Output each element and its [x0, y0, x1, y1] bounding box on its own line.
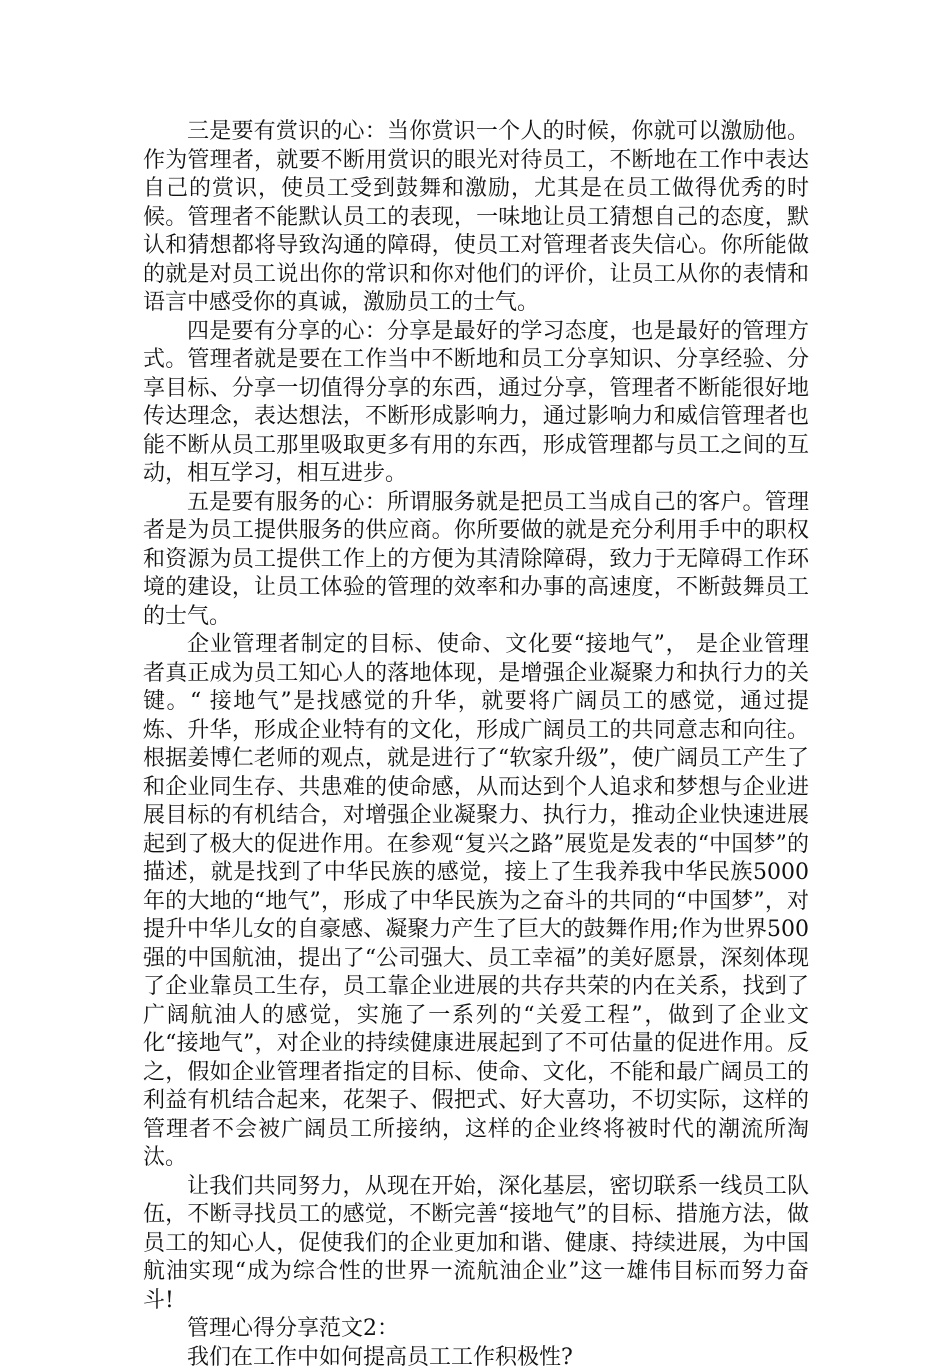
paragraph-appreciation: 三是要有赏识的心：当你赏识一个人的时候，你就可以激励他。作为管理者，就要不断用赏识的眼光对待员工，不断地在工作中表达自己的赏识，使员工受到鼓舞和激励，尤其是在员工做得优秀的时候。管理者不能默认员工的表现，一味地让员工猜想自己的态度，默认和猜想都将导致沟通的障碍，使员工对管理者丧失信心。你所能做的就是对员工说出你的常识和你对他们的评价，让员工从你的表情和语言中感受你的真诚，激励员工的士气。 [143, 118, 809, 318]
paragraph-sharing: 四是要有分享的心：分享是最好的学习态度，也是最好的管理方式。管理者就是要在工作当中不断地和员工分享知识、分享经验、分享目标、分享一切值得分享的东西，通过分享，管理者不断能很好地传达理念，表达想法，不断形成影响力，通过影响力和威信管理者也能不断从员工那里吸取更多有用的东西，形成管理都与员工之间的互动，相互学习，相互进步。 [143, 318, 809, 489]
paragraph-grounded: 企业管理者制定的目标、使命、文化要“接地气”， 是企业管理者真正成为员工知心人的落地体现，是增强企业凝聚力和执行力的关键。“ 接地气”是找感觉的升华，就要将广阔员工的感觉，通过提炼、升华，形成企业特有的文化，形成广阔员工的共同意志和向往。根据姜博仁老师的观点，就是进行了“软家升级”，使广阔员工产生了和企业同生存、共患难的使命感，从而达到个人追求和梦想与企业进展目标的有机结合，对增强企业凝聚力、执行力，推动企业快速进展起到了极大的促进作用。在参观“复兴之路”展览是发表的“中国梦”的描述，就是找到了中华民族的感觉，接上了生我养我中华民族5000年的大地的“地气”，形成了中华民族为之奋斗的共同的“中国梦”，对提升中华儿女的自豪感、凝聚力产生了巨大的鼓舞作用;作为世界500强的中国航油，提出了“公司强大、员工幸福”的美好愿景，深刻体现了企业靠员工生存，员工靠企业进展的共存共荣的内在关系，找到了广阔航油人的感觉，实施了一系列的“关爱工程”，做到了企业文化“接地气”，对企业的持续健康进展起到了不可估量的促进作用。反之，假如企业管理者指定的目标、使命、文化，不能和最广阔员工的利益有机结合起来，花架子、假把式、好大喜功，不切实际，这样的管理者不会被广阔员工所接纳，这样的企业终将被时代的潮流所淘汰。 [143, 631, 809, 1173]
paragraph-service: 五是要有服务的心：所谓服务就是把员工当成自己的客户。管理者是为员工提供服务的供应商。你所要做的就是充分利用手中的职权和资源为员工提供工作上的方便为其清除障碍，致力于无障碍工作环境的建设，让员工体验的管理的效率和办事的高速度，不断鼓舞员工的士气。 [143, 489, 809, 632]
paragraph-closing: 让我们共同努力，从现在开始，深化基层，密切联系一线员工队伍，不断寻找员工的感觉，不断完善“接地气”的目标、措施方法，做员工的知心人，促使我们的企业更加和谐、健康、持续进展，为中国航油实现“成为综合性的世界一流航油企业”这一雄伟目标而努力奋斗! [143, 1173, 809, 1316]
section-heading: 管理心得分享范文2： [143, 1315, 809, 1344]
section-question: 我们在工作中如何提高员工工作积极性? [143, 1344, 809, 1372]
document-body [143, 118, 809, 1372]
